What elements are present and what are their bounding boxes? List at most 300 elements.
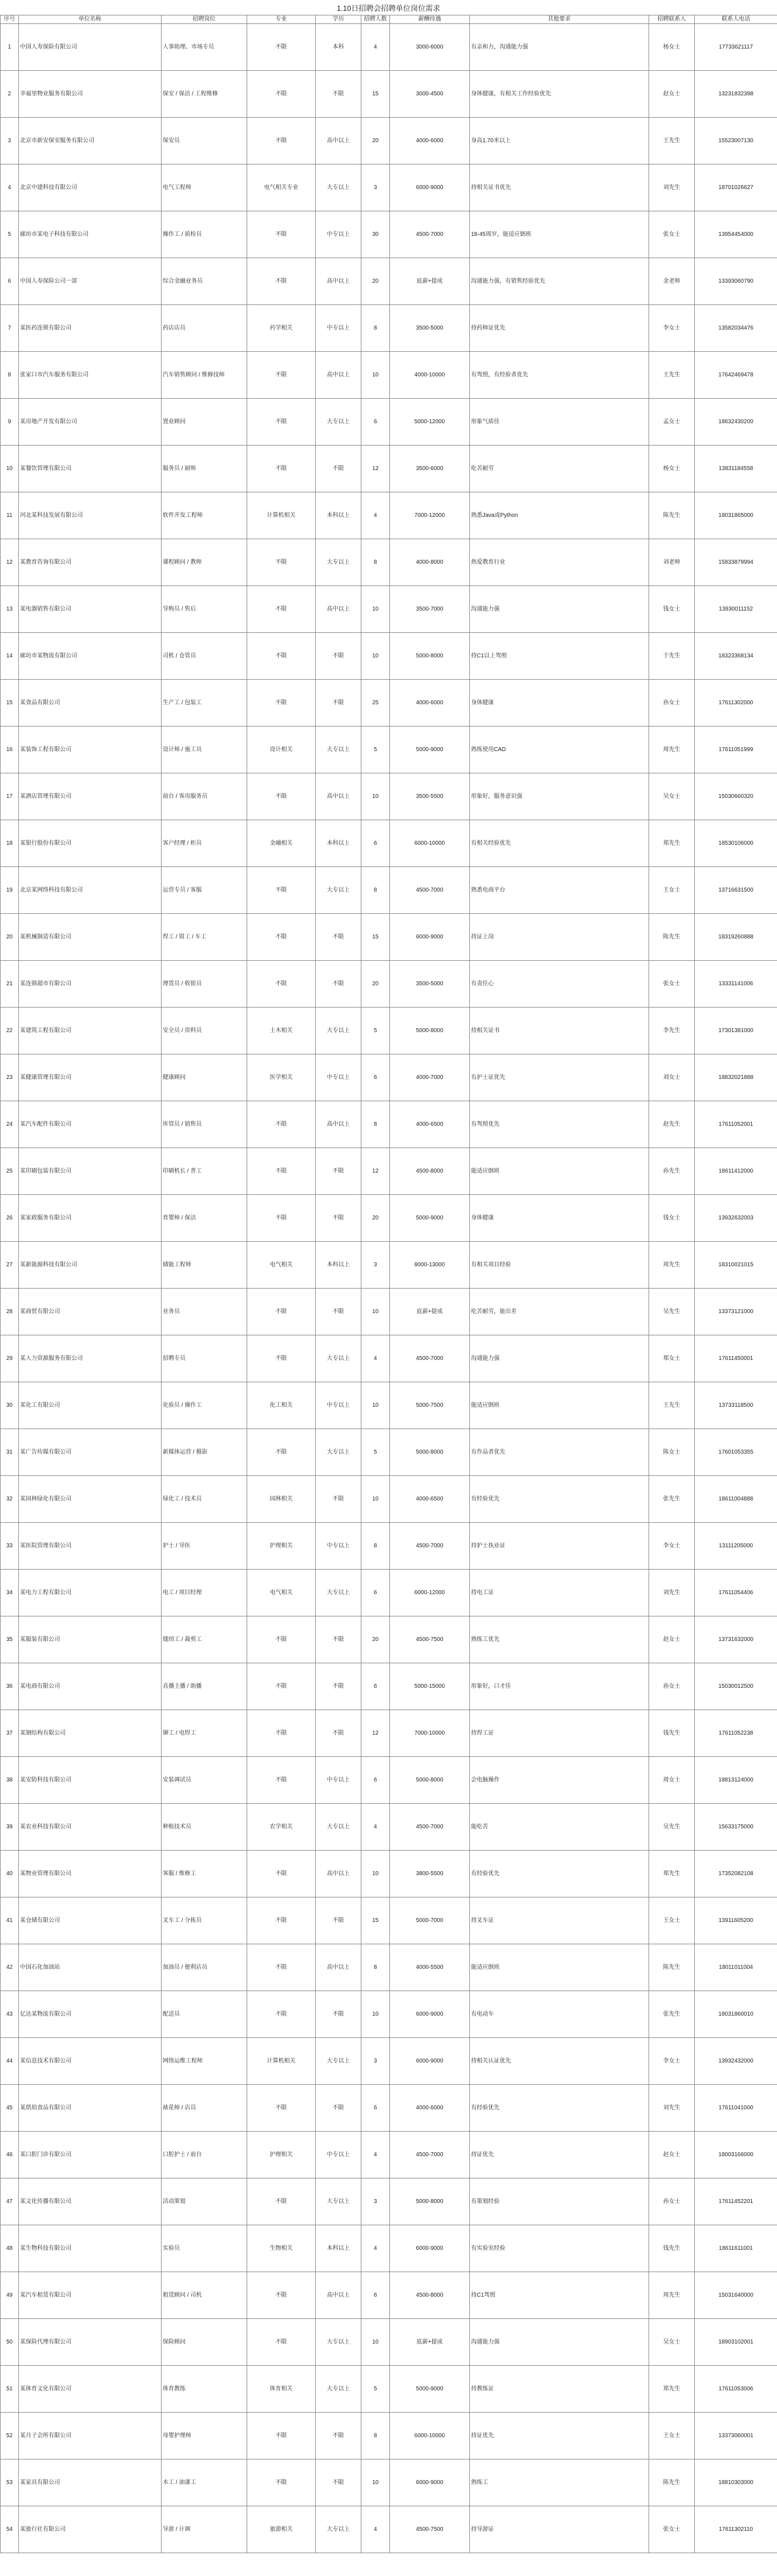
cell-count: 12: [361, 1148, 390, 1195]
cell-position: 健康顾问: [162, 1054, 247, 1101]
cell-index: 49: [1, 2272, 19, 2319]
cell-contact: 张女士: [649, 211, 695, 258]
cell-index: 27: [1, 1242, 19, 1289]
cell-count: 5: [361, 727, 390, 773]
cell-education: 本科以上: [316, 1242, 361, 1289]
cell-contact: 郑先生: [649, 1851, 695, 1897]
cell-index: 1: [1, 24, 19, 71]
cell-company: 某酒店管理有限公司: [19, 773, 162, 820]
cell-major: 园林相关: [247, 1476, 316, 1523]
cell-requirements: 熟悉电商平台: [470, 867, 649, 914]
cell-major: 计算机相关: [247, 492, 316, 539]
cell-index: 48: [1, 2225, 19, 2272]
cell-salary: 6000-9000: [390, 2225, 470, 2272]
cell-contact: 吴女士: [649, 2319, 695, 2366]
cell-position: 库管员 / 销售员: [162, 1101, 247, 1148]
cell-position: 母婴护理师: [162, 2413, 247, 2459]
cell-contact: 李女士: [649, 2038, 695, 2085]
cell-major: 不限: [247, 211, 316, 258]
cell-contact: 陈先生: [649, 914, 695, 961]
cell-phone: 13111205000: [695, 1523, 777, 1570]
cell-education: 高中以上: [316, 1851, 361, 1897]
document-title: 1.10日招聘会招聘单位岗位需求: [336, 4, 441, 13]
cell-requirements: 能吃苦: [470, 1804, 649, 1851]
table-row: [1, 71, 777, 118]
cell-education: 本科以上: [316, 2225, 361, 2272]
cell-count: 8: [361, 1523, 390, 1570]
cell-contact: 张先生: [649, 1476, 695, 1523]
cell-company: 某餐饮管理有限公司: [19, 446, 162, 492]
cell-requirements: 有驾照，有经验者优先: [470, 352, 649, 399]
cell-phone: 17611054406: [695, 1570, 777, 1616]
cell-education: 不限: [316, 1663, 361, 1710]
cell-major: 电气相关: [247, 1570, 316, 1616]
cell-phone: 15523007130: [695, 118, 777, 164]
cell-phone: 15030012500: [695, 1663, 777, 1710]
cell-contact: 吴女士: [649, 773, 695, 820]
cell-requirements: 有经验优先: [470, 2085, 649, 2132]
cell-salary: 7000-12000: [390, 492, 470, 539]
cell-major: 电气相关: [247, 1242, 316, 1289]
cell-count: 20: [361, 961, 390, 1008]
cell-company: 某电器销售有限公司: [19, 586, 162, 633]
cell-position: 配送员: [162, 1991, 247, 2038]
table-row: [1, 399, 777, 446]
cell-salary: 5000-9000: [390, 2366, 470, 2413]
cell-index: 32: [1, 1476, 19, 1523]
cell-company: 某电力工程有限公司: [19, 1570, 162, 1616]
cell-count: 5: [361, 1429, 390, 1476]
cell-index: 6: [1, 258, 19, 305]
cell-contact: 杨女士: [649, 24, 695, 71]
cell-major: 不限: [247, 914, 316, 961]
header-index: 序号: [1, 15, 19, 24]
cell-major: 不限: [247, 539, 316, 586]
cell-count: 10: [361, 2459, 390, 2506]
cell-position: 新媒体运营 / 摄影: [162, 1429, 247, 1476]
cell-requirements: 持导游证: [470, 2506, 649, 2553]
cell-major: 不限: [247, 118, 316, 164]
cell-requirements: 持证优先: [470, 2132, 649, 2178]
cell-position: 软件开发工程师: [162, 492, 247, 539]
cell-requirements: 身体健康: [470, 680, 649, 727]
cell-phone: 18903102001: [695, 2319, 777, 2366]
table-row: [1, 773, 777, 820]
cell-index: 18: [1, 820, 19, 867]
cell-requirements: 有作品者优先: [470, 1429, 649, 1476]
cell-company: 某烘焙食品有限公司: [19, 2085, 162, 2132]
cell-phone: 18011011004: [695, 1944, 777, 1991]
cell-count: 4: [361, 492, 390, 539]
cell-education: 不限: [316, 71, 361, 118]
cell-phone: 17611302110: [695, 2506, 777, 2553]
table-row: [1, 305, 777, 352]
cell-phone: 18611004888: [695, 1476, 777, 1523]
cell-company: 中国石化加油站: [19, 1944, 162, 1991]
cell-company: 某文化传播有限公司: [19, 2178, 162, 2225]
cell-count: 3: [361, 164, 390, 211]
cell-index: 39: [1, 1804, 19, 1851]
cell-index: 11: [1, 492, 19, 539]
cell-salary: 4000-6000: [390, 680, 470, 727]
cell-index: 14: [1, 633, 19, 680]
cell-requirements: 有相关项目经验: [470, 1242, 649, 1289]
table-row: [1, 1616, 777, 1663]
cell-major: 不限: [247, 1289, 316, 1335]
cell-position: 司机 / 仓管员: [162, 633, 247, 680]
cell-requirements: 持C1以上驾照: [470, 633, 649, 680]
cell-salary: 5000-8000: [390, 1008, 470, 1054]
table-row: [1, 2038, 777, 2085]
cell-salary: 4500-8000: [390, 2272, 470, 2319]
cell-education: 中专以上: [316, 1757, 361, 1804]
table-row: [1, 2366, 777, 2413]
cell-company: 廊坊市某电子科技有限公司: [19, 211, 162, 258]
cell-education: 大专以上: [316, 1804, 361, 1851]
cell-index: 3: [1, 118, 19, 164]
table-row: [1, 820, 777, 867]
cell-phone: 17352082108: [695, 1851, 777, 1897]
cell-major: 旅游相关: [247, 2506, 316, 2553]
cell-count: 6: [361, 1054, 390, 1101]
cell-education: 高中以上: [316, 352, 361, 399]
cell-company: 某机械制造有限公司: [19, 914, 162, 961]
cell-requirements: 身高1.70米以上: [470, 118, 649, 164]
cell-index: 30: [1, 1382, 19, 1429]
cell-major: 不限: [247, 1897, 316, 1944]
header-major: 专业: [247, 15, 316, 24]
cell-phone: 18530106000: [695, 820, 777, 867]
cell-salary: 6000-9000: [390, 914, 470, 961]
cell-count: 3: [361, 2038, 390, 2085]
cell-phone: 13733118500: [695, 1382, 777, 1429]
cell-phone: 15030660320: [695, 773, 777, 820]
cell-education: 不限: [316, 1195, 361, 1242]
cell-salary: 4500-7500: [390, 2506, 470, 2553]
cell-position: 客服 / 维修工: [162, 1851, 247, 1897]
cell-major: 不限: [247, 1195, 316, 1242]
cell-salary: 4500-7000: [390, 211, 470, 258]
table-row: [1, 1242, 777, 1289]
cell-education: 中专以上: [316, 2132, 361, 2178]
cell-phone: 13932432000: [695, 2038, 777, 2085]
cell-major: 不限: [247, 867, 316, 914]
cell-phone: 18003166000: [695, 2132, 777, 2178]
cell-phone: 13231832398: [695, 71, 777, 118]
cell-company: 某体育文化有限公司: [19, 2366, 162, 2413]
cell-count: 25: [361, 680, 390, 727]
cell-phone: 17611452201: [695, 2178, 777, 2225]
cell-index: 22: [1, 1008, 19, 1054]
cell-salary: 5000-7500: [390, 1382, 470, 1429]
cell-count: 10: [361, 773, 390, 820]
cell-index: 19: [1, 867, 19, 914]
cell-contact: 赵女士: [649, 1616, 695, 1663]
cell-company: 某园林绿化有限公司: [19, 1476, 162, 1523]
cell-requirements: 有责任心: [470, 961, 649, 1008]
header-education: 学历: [316, 15, 361, 24]
cell-salary: 5000-7000: [390, 1897, 470, 1944]
cell-requirements: 熟练使用CAD: [470, 727, 649, 773]
cell-education: 大专以上: [316, 1335, 361, 1382]
cell-phone: 17611052238: [695, 1710, 777, 1757]
cell-education: 大专以上: [316, 1008, 361, 1054]
cell-index: 23: [1, 1054, 19, 1101]
cell-salary: 4500-7000: [390, 1523, 470, 1570]
cell-education: 大专以上: [316, 2319, 361, 2366]
cell-position: 综合金融业务员: [162, 258, 247, 305]
cell-company: 某装饰工程有限公司: [19, 727, 162, 773]
cell-company: 某健康管理有限公司: [19, 1054, 162, 1101]
table-row: [1, 914, 777, 961]
cell-company: 某生物科技有限公司: [19, 2225, 162, 2272]
cell-requirements: 沟通能力强: [470, 586, 649, 633]
cell-position: 保安员: [162, 118, 247, 164]
cell-position: 叉车工 / 分拣员: [162, 1897, 247, 1944]
cell-company: 某口腔门诊有限公司: [19, 2132, 162, 2178]
cell-major: 不限: [247, 446, 316, 492]
cell-major: 不限: [247, 1991, 316, 2038]
cell-major: 不限: [247, 2319, 316, 2366]
table-row: [1, 446, 777, 492]
cell-company: 幸福里物业服务有限公司: [19, 71, 162, 118]
cell-company: 某商贸有限公司: [19, 1289, 162, 1335]
cell-major: 化工相关: [247, 1382, 316, 1429]
cell-requirements: 吃苦耐劳: [470, 446, 649, 492]
cell-major: 不限: [247, 2085, 316, 2132]
cell-count: 30: [361, 211, 390, 258]
table-row: [1, 1195, 777, 1242]
header-salary: 薪酬待遇: [390, 15, 470, 24]
cell-company: 某房地产开发有限公司: [19, 399, 162, 446]
cell-count: 12: [361, 446, 390, 492]
cell-phone: 18031860010: [695, 1991, 777, 2038]
cell-phone: 17733621117: [695, 24, 777, 71]
cell-index: 43: [1, 1991, 19, 2038]
header-position: 招聘岗位: [162, 15, 247, 24]
cell-position: 租赁顾问 / 司机: [162, 2272, 247, 2319]
cell-education: 不限: [316, 961, 361, 1008]
cell-contact: 周先生: [649, 1242, 695, 1289]
cell-index: 17: [1, 773, 19, 820]
cell-position: 木工 / 油漆工: [162, 2459, 247, 2506]
cell-phone: 13373060001: [695, 2413, 777, 2459]
cell-index: 16: [1, 727, 19, 773]
cell-salary: 6000-9000: [390, 2459, 470, 2506]
cell-position: 安全员 / 资料员: [162, 1008, 247, 1054]
table-row: [1, 1804, 777, 1851]
cell-education: 不限: [316, 680, 361, 727]
cell-major: 计算机相关: [247, 2038, 316, 2085]
cell-major: 不限: [247, 2459, 316, 2506]
cell-salary: 3800-5500: [390, 1851, 470, 1897]
table-row: [1, 492, 777, 539]
cell-requirements: 沟通能力强: [470, 2319, 649, 2366]
cell-count: 10: [361, 1289, 390, 1335]
cell-major: 不限: [247, 2178, 316, 2225]
table-row: [1, 2459, 777, 2506]
cell-position: 客户经理 / 柜员: [162, 820, 247, 867]
cell-major: 不限: [247, 71, 316, 118]
table-row: [1, 1523, 777, 1570]
cell-count: 5: [361, 2366, 390, 2413]
cell-count: 8: [361, 867, 390, 914]
table-row: [1, 1476, 777, 1523]
table-row: [1, 2225, 777, 2272]
cell-contact: 周先生: [649, 2272, 695, 2319]
cell-count: 3: [361, 1242, 390, 1289]
cell-contact: 钱先生: [649, 2225, 695, 2272]
cell-index: 21: [1, 961, 19, 1008]
cell-contact: 刘先生: [649, 164, 695, 211]
cell-contact: 杨女士: [649, 446, 695, 492]
cell-company: 某仓储有限公司: [19, 1897, 162, 1944]
cell-count: 6: [361, 2272, 390, 2319]
cell-count: 20: [361, 1616, 390, 1663]
cell-position: 实验员: [162, 2225, 247, 2272]
cell-index: 40: [1, 1851, 19, 1897]
cell-position: 储能工程师: [162, 1242, 247, 1289]
cell-salary: 5000-8000: [390, 1757, 470, 1804]
cell-contact: 赵女士: [649, 71, 695, 118]
cell-phone: 13932632003: [695, 1195, 777, 1242]
cell-contact: 王女士: [649, 1897, 695, 1944]
cell-major: 不限: [247, 961, 316, 1008]
cell-requirements: 熟练工优先: [470, 1616, 649, 1663]
cell-company: 某汽车配件有限公司: [19, 1101, 162, 1148]
cell-education: 大专以上: [316, 2038, 361, 2085]
cell-education: 大专以上: [316, 867, 361, 914]
cell-count: 15: [361, 71, 390, 118]
cell-salary: 6000-9000: [390, 1991, 470, 2038]
cell-contact: 郑女士: [649, 1335, 695, 1382]
cell-index: 42: [1, 1944, 19, 1991]
cell-index: 8: [1, 352, 19, 399]
cell-phone: 17611041000: [695, 2085, 777, 2132]
cell-count: 6: [361, 399, 390, 446]
cell-index: 35: [1, 1616, 19, 1663]
cell-position: 种植技术员: [162, 1804, 247, 1851]
table-row: [1, 2178, 777, 2225]
cell-phone: 18813124000: [695, 1757, 777, 1804]
cell-position: 生产工 / 包装工: [162, 680, 247, 727]
cell-education: 不限: [316, 2413, 361, 2459]
cell-salary: 3500-6000: [390, 446, 470, 492]
cell-education: 大专以上: [316, 1429, 361, 1476]
cell-contact: 孟女士: [649, 399, 695, 446]
cell-position: 设计师 / 施工员: [162, 727, 247, 773]
cell-count: 10: [361, 1476, 390, 1523]
cell-contact: 钱女士: [649, 1195, 695, 1242]
cell-major: 不限: [247, 1101, 316, 1148]
cell-requirements: 形象好，口才佳: [470, 1663, 649, 1710]
cell-company: 某信息技术有限公司: [19, 2038, 162, 2085]
header-count: 招聘人数: [361, 15, 390, 24]
cell-position: 前台 / 客房服务员: [162, 773, 247, 820]
cell-salary: 4000-5500: [390, 1944, 470, 1991]
cell-count: 10: [361, 586, 390, 633]
cell-index: 38: [1, 1757, 19, 1804]
table-row: [1, 258, 777, 305]
cell-contact: 陈先生: [649, 1944, 695, 1991]
cell-education: 不限: [316, 914, 361, 961]
cell-company: 中国人寿保险有限公司: [19, 24, 162, 71]
cell-phone: 18701026627: [695, 164, 777, 211]
cell-education: 大专以上: [316, 539, 361, 586]
cell-salary: 4500-7000: [390, 1804, 470, 1851]
cell-index: 45: [1, 2085, 19, 2132]
cell-index: 2: [1, 71, 19, 118]
cell-requirements: 热爱教育行业: [470, 539, 649, 586]
cell-education: 不限: [316, 1148, 361, 1195]
cell-phone: 18832021888: [695, 1054, 777, 1101]
table-row: [1, 586, 777, 633]
cell-salary: 4000-7000: [390, 1054, 470, 1101]
cell-company: 某月子会所有限公司: [19, 2413, 162, 2459]
header-requirements: 其他要求: [470, 15, 649, 24]
cell-company: 某家政服务有限公司: [19, 1195, 162, 1242]
cell-position: 育婴师 / 保洁: [162, 1195, 247, 1242]
cell-contact: 于先生: [649, 633, 695, 680]
cell-phone: 18031865000: [695, 492, 777, 539]
cell-education: 高中以上: [316, 258, 361, 305]
cell-education: 不限: [316, 1710, 361, 1757]
cell-education: 高中以上: [316, 1101, 361, 1148]
cell-requirements: 持焊工证: [470, 1710, 649, 1757]
table-row: [1, 680, 777, 727]
cell-contact: 郑先生: [649, 2366, 695, 2413]
cell-major: 电气相关专业: [247, 164, 316, 211]
cell-major: 不限: [247, 1851, 316, 1897]
cell-major: 金融相关: [247, 820, 316, 867]
cell-position: 运营专员 / 客服: [162, 867, 247, 914]
cell-company: 某旅行社有限公司: [19, 2506, 162, 2553]
cell-company: 北京市新安保安服务有限公司: [19, 118, 162, 164]
cell-phone: 17611053006: [695, 2366, 777, 2413]
cell-contact: 郑先生: [649, 820, 695, 867]
header-phone: 联系人电话: [695, 15, 777, 24]
cell-index: 31: [1, 1429, 19, 1476]
cell-position: 置业顾问: [162, 399, 247, 446]
cell-position: 电气工程师: [162, 164, 247, 211]
cell-company: 某医院管理有限公司: [19, 1523, 162, 1570]
cell-company: 某连锁超市有限公司: [19, 961, 162, 1008]
cell-position: 绿化工 / 技术员: [162, 1476, 247, 1523]
cell-requirements: 持护士执业证: [470, 1523, 649, 1570]
table-row: [1, 867, 777, 914]
cell-index: 51: [1, 2366, 19, 2413]
cell-education: 不限: [316, 1616, 361, 1663]
cell-index: 36: [1, 1663, 19, 1710]
cell-education: 不限: [316, 1289, 361, 1335]
cell-phone: 17601053355: [695, 1429, 777, 1476]
cell-requirements: 能适应倒班: [470, 1944, 649, 1991]
cell-count: 20: [361, 118, 390, 164]
cell-salary: 底薪+提成: [390, 1289, 470, 1335]
cell-position: 电工 / 项目经理: [162, 1570, 247, 1616]
cell-contact: 陈先生: [649, 492, 695, 539]
cell-contact: 王女士: [649, 867, 695, 914]
cell-position: 课程顾问 / 教师: [162, 539, 247, 586]
cell-salary: 5000-12000: [390, 399, 470, 446]
cell-salary: 3000-4500: [390, 71, 470, 118]
cell-count: 15: [361, 1897, 390, 1944]
cell-requirements: 持相关证书优先: [470, 164, 649, 211]
table-row: [1, 2319, 777, 2366]
table-row: [1, 1991, 777, 2038]
cell-count: 10: [361, 2319, 390, 2366]
cell-contact: 孙女士: [649, 1663, 695, 1710]
